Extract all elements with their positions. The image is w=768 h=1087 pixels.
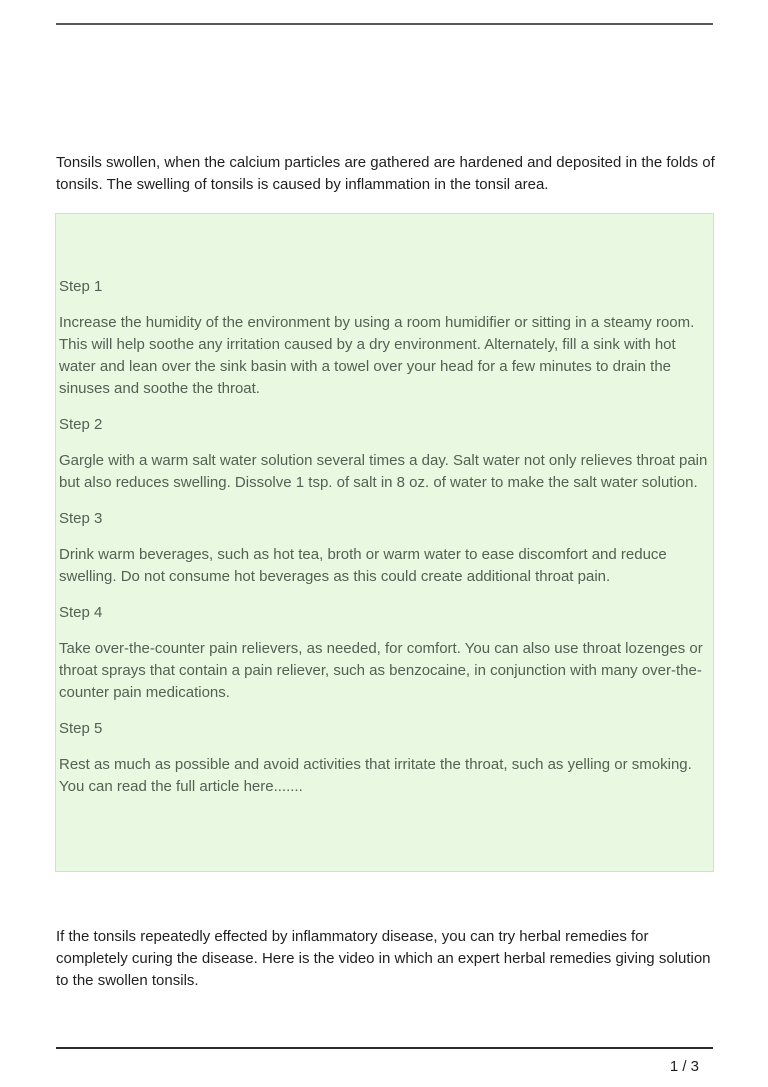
step-3-label: Step 3 bbox=[59, 510, 103, 527]
step-1-text: Increase the humidity of the environment by using a room humidifier or sitting in a steamy room. This will help soothe any irritation caused by a dry environment. Alternately, fill a sink with hot water and lean over the sink basin with a towel over your head for a few minutes to drain the sinuses and soothe the throat. bbox=[59, 314, 695, 397]
step-1-label: Step 1 bbox=[59, 278, 103, 295]
step-4-text: Take over-the-counter pain relievers, as needed, for comfort. You can also use throat lozenges or throat sprays that contain a pain reliever, such as benzocaine, in conjunction with many over-the-counter pain medications. bbox=[59, 640, 703, 701]
bottom-rule bbox=[56, 1047, 713, 1049]
step-5-text: Rest as much as possible and avoid activities that irritate the throat, such as yelling or smoking. You can read the full article here....... bbox=[59, 756, 692, 795]
step-5-label: Step 5 bbox=[59, 720, 103, 737]
step-2-text: Gargle with a warm salt water solution several times a day. Salt water not only relieves throat pain but also reduces swelling. Dissolve 1 tsp. of salt in 8 oz. of water to make the salt water solution. bbox=[59, 452, 708, 491]
page-indicator: 1 / 3 bbox=[669, 1058, 699, 1075]
outro-paragraph: If the tonsils repeatedly effected by inflammatory disease, you can try herbal remedies for completely curing the disease. Here is the video in which an expert herbal remedies giving solution to the swollen tonsils. bbox=[56, 928, 711, 989]
step-4-label: Step 4 bbox=[59, 604, 103, 621]
steps-box bbox=[55, 213, 714, 872]
step-3-text: Drink warm beverages, such as hot tea, broth or warm water to ease discomfort and reduce swelling. Do not consume hot beverages as this could create additional throat pain. bbox=[59, 546, 667, 585]
intro-paragraph: Tonsils swollen, when the calcium particles are gathered are hardened and deposited in the folds of tonsils. The swelling of tonsils is caused by inflammation in the tonsil area. bbox=[56, 154, 715, 193]
step-2-label: Step 2 bbox=[59, 416, 103, 433]
top-rule bbox=[56, 23, 713, 25]
